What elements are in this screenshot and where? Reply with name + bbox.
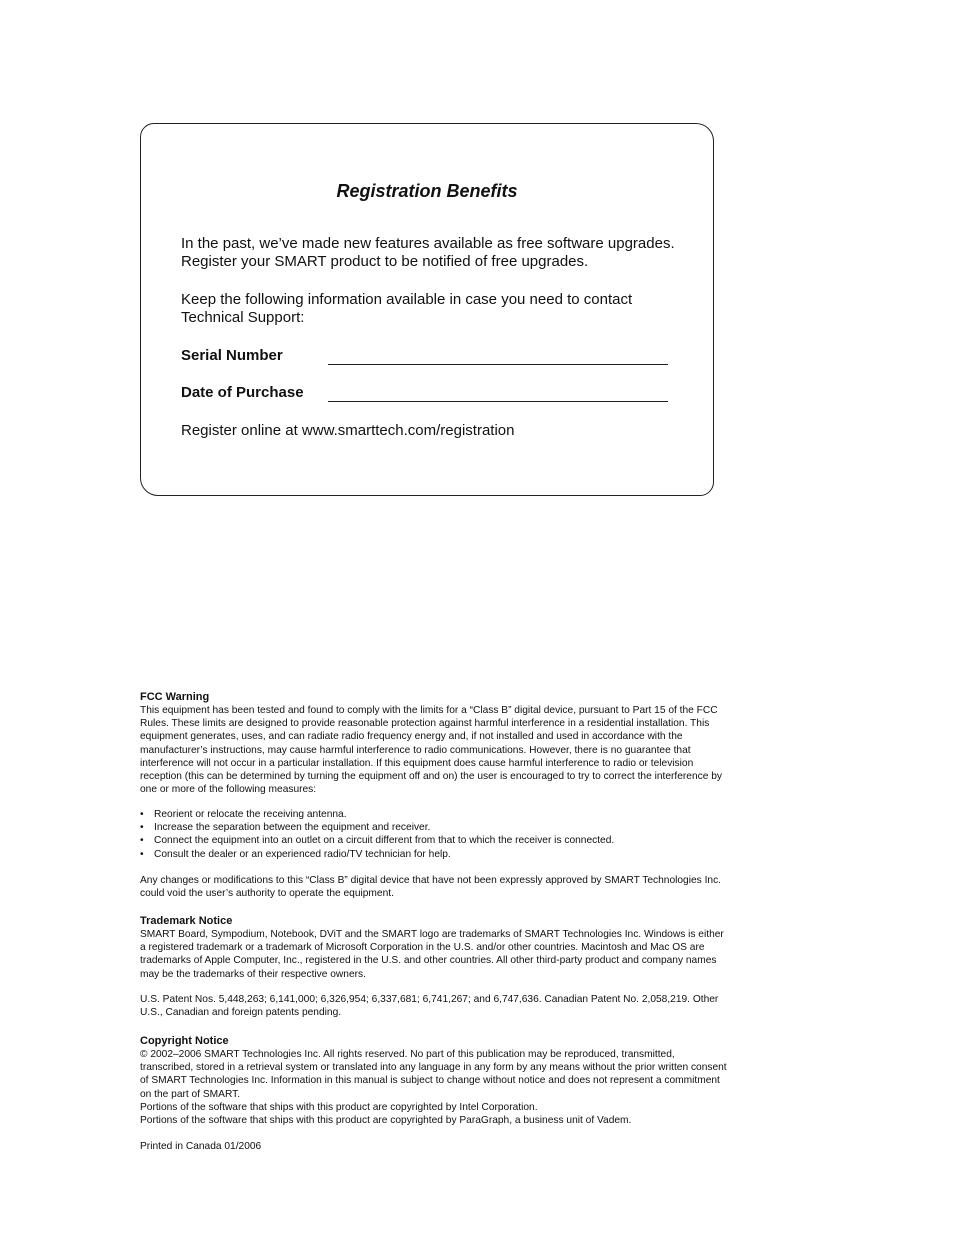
list-item [140,821,730,834]
copyright-section [140,1034,730,1127]
bullet-icon: • [140,822,144,834]
measure-text: Reorient or relocate the receiving antenna. [154,809,347,820]
measure-text: Increase the separation between the equipment and receiver. [154,822,431,834]
fcc-changes-text: Any changes or modifications to this “Class B” digital device that have not been expressly approved by SMART Technologies Inc. could void the user’s authority to operate the equipment. [140,875,721,900]
copyright-paragraph: Portions of the software that ships with this product are copyrighted by ParaGraph, a business unit of Vadem. [140,1115,632,1127]
copyright-heading: Copyright Notice [140,1035,229,1047]
copyright-body: © 2002–2006 SMART Technologies Inc. All rights reserved. No part of this publication may be reproduced, transmitted, transcribed, stored in a retrieval system or translated into any language in any form by any means without the prior written consent of SMART Technologies Inc. Information in this manual is subject to change without notice and does not represent a commitment on the part of SMART. [140,1049,727,1100]
printed-notice [140,1140,730,1153]
bullet-icon: • [140,848,144,860]
patent-text: U.S. Patent Nos. 5,448,263; 6,141,000; 6,326,954; 6,337,681; 6,741,267; and 6,747,636. Canadian Patent No. 2,058,219. Other U.S., Canadian and foreign patents pending. [140,994,719,1019]
printed-text: Printed in Canada 01/2006 [140,1141,262,1152]
fcc-warning-heading: FCC Warning [140,691,210,703]
serial-number-label: Serial Number [181,347,283,364]
serial-number-line [328,364,668,365]
trademark-section [140,914,730,981]
trademark-body: SMART Board, Sympodium, Notebook, DViT and the SMART logo are trademarks of SMART Technologies Inc. Windows is either a registered trademark or a trademark of Microsoft Corporation in the U.S. and/or other countries. Macintosh and Mac OS are trademarks of Apple Computer, Inc., registered in the U.S. and other countries. All other third-party product and company names may be the trademarks of their respective owners. [140,929,724,980]
fcc-measures-list [140,808,730,861]
copyright-intel: Portions of the software that ships with this product are copyrighted by Intel Corporation. [140,1101,538,1113]
fcc-changes-notice [140,874,730,900]
serial-number-row [181,346,671,368]
patent-section [140,993,730,1019]
bullet-icon: • [140,809,144,820]
date-of-purchase-row [181,383,671,405]
measure-text: Connect the equipment into an outlet on a circuit different from that to which the receiver is connected. [154,835,615,847]
registration-title: Registration Benefits [336,181,518,201]
registration-support-text: Keep the following information available in case you need to contact Technical Support: [181,291,633,326]
list-item [140,808,730,821]
list-item [140,848,730,861]
list-item [140,834,730,847]
measure-text: Consult the dealer or an experienced radio/TV technician for help. [154,848,451,860]
registration-box [140,123,714,496]
fcc-warning-section [140,690,730,796]
register-online-text: Register online at www.smarttech.com/registration [181,422,515,439]
trademark-heading: Trademark Notice [140,915,233,927]
fcc-warning-body: This equipment has been tested and found to comply with the limits for a “Class B” digital device, pursuant to Part 15 of the FCC Rules. These limits are designed to provide reasonable protection against harmful interference in a residential installation. This equipment generates, uses, and can radiate radio frequency energy and, if not installed and used in accordance with the manufacturer’s instructions, may cause harmful interference to radio communications. However, there is no guarantee that interference will not occur in a particular installation. If this equipment does cause harmful interference to radio or television reception (this can be determined by turning the equipment off and on) the user is encouraged to try to correct the interference by one or more of the following measures: [140,705,722,796]
date-of-purchase-line [328,401,668,402]
bullet-icon: • [140,835,144,847]
date-of-purchase-label: Date of Purchase [181,384,304,401]
registration-upgrades-text: In the past, we’ve made new features available as free software upgrades. Register your SMART product to be notified of free upgrades. [181,235,675,270]
